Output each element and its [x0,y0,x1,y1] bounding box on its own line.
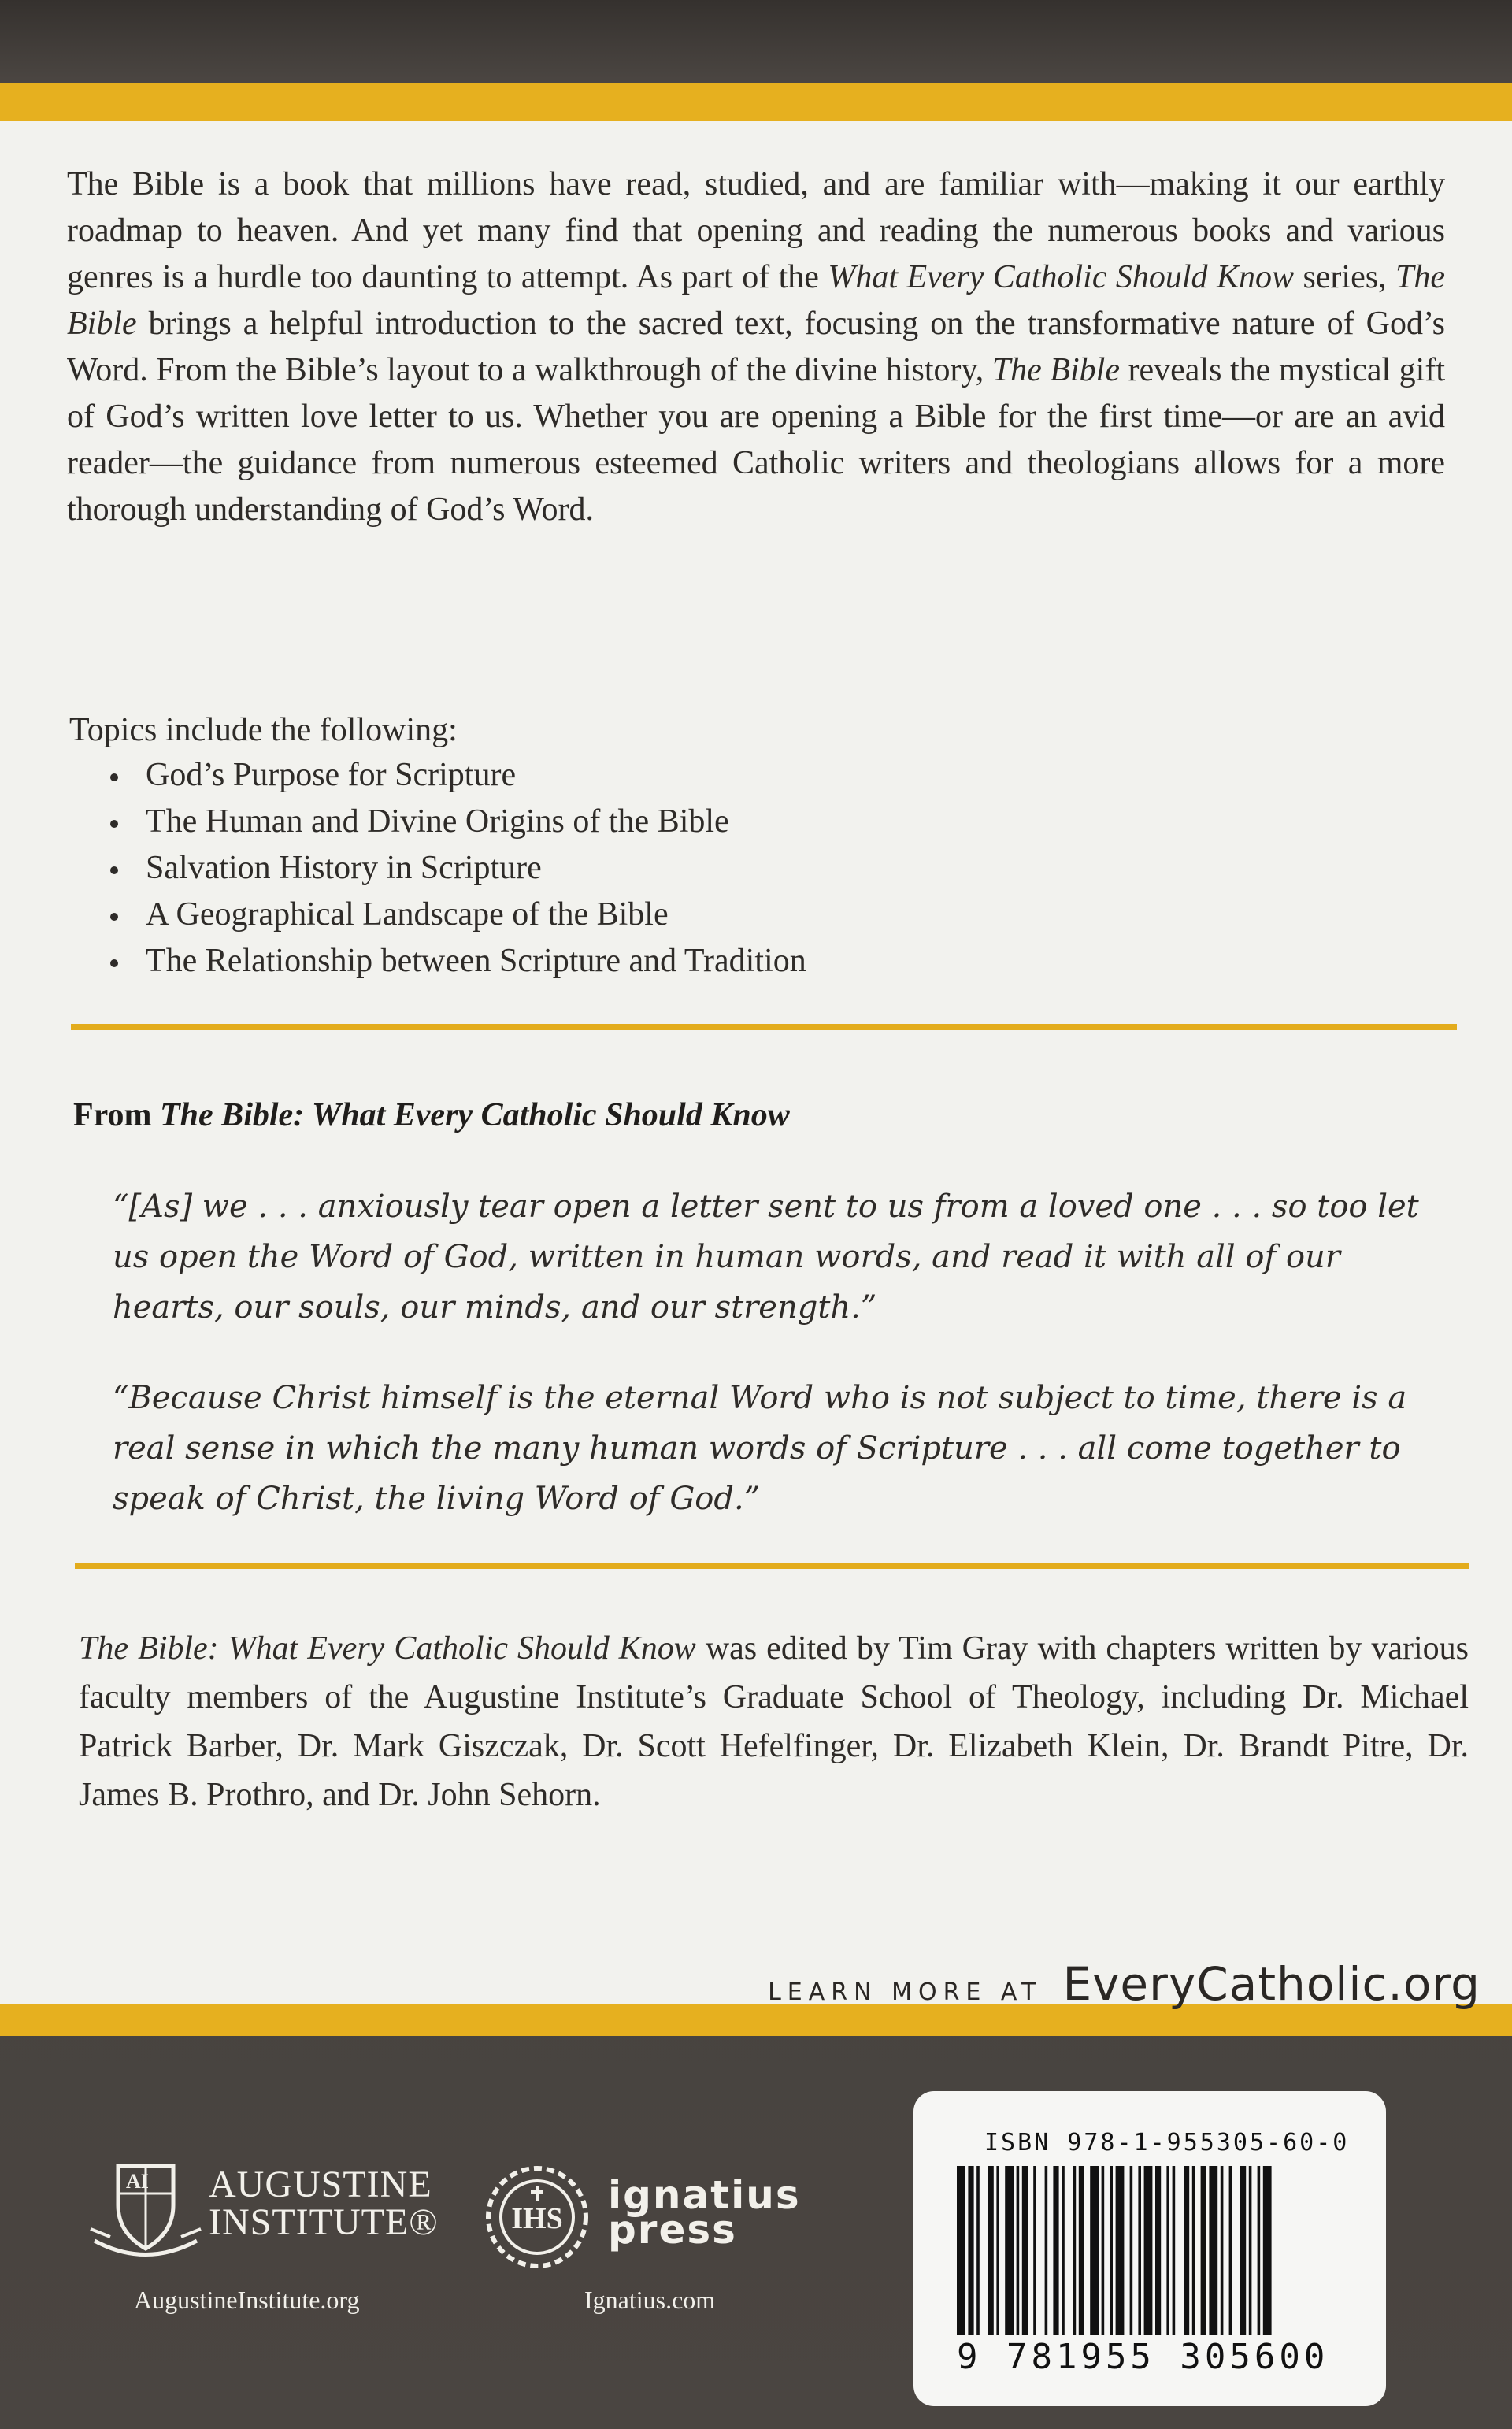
list-item: God’s Purpose for Scripture [110,752,806,799]
learn-more [768,1957,1480,2020]
learn-more-label: LEARN MORE AT [768,1978,1043,2006]
barcode-digits: 9 781955 305600 [957,2337,1329,2377]
list-item: The Relationship between Scripture and Tradition [110,938,806,985]
intro-text-4: reveals the mystical gift of God’s written love letter to us. Whether you are opening a Bible for the first time—or are an avid reader—the guidance from numerous esteemed Catholic writers and theologians allows for a more thorough understanding of God’s Word. [67,352,1445,528]
intro-text-3: brings a helpful introduction to the sacred text, focusing on the transformative nature of God’s Word. From the Bible’s layout to a walkthrough of the divine history, [67,306,1445,388]
quote: “[As] we . . . anxiously tear open a letter sent to us from a loved one . . . so too let us open the Word of God, written in human words, and read it with all of our hearts, our souls, our minds, and our strength.” [113,1189,1419,1326]
series-title: What Every Catholic Should Know [828,259,1295,295]
credits-title: The Bible: What Every Catholic Should Know [79,1630,696,1667]
excerpt-heading [73,1096,790,1134]
list-item: A Geographical Landscape of the Bible [110,892,806,938]
intro-paragraph [67,161,1445,533]
divider [71,1024,1457,1030]
book-title: The Bible [67,259,1445,342]
augustine-url: AugustineInstitute.org [134,2286,360,2314]
top-band [0,0,1512,83]
crest-icon [87,2158,205,2260]
topics-list [110,752,806,985]
book-title: The Bible [991,352,1120,388]
isbn-label: ISBN 978-1-955305-60-0 [984,2129,1350,2156]
divider [75,1563,1469,1569]
topics-heading: Topics include the following: [69,712,458,748]
intro-text-2: series, [1294,259,1395,295]
list-item: Salvation History in Scripture [110,845,806,892]
excerpt-heading-title: The Bible: What Every Catholic Should Know [160,1097,790,1133]
ihs-seal-icon [482,2162,592,2272]
augustine-institute-name: AUGUSTINE INSTITUTE® [209,2164,439,2243]
credits-text: was edited by Tim Gray with chapters written by various faculty members of the Augustine Institute’s Graduate School of Theology, including Dr. Michael Patrick Barber, Dr. Mark Giszczak, Dr. Scott Hefelfinger, Dr. Elizabeth Klein, Dr. Brandt Pitre, Dr. James B. Prothro, and Dr. John Sehorn. [79,1630,1469,1813]
barcode-sticker [914,2091,1386,2406]
website-link[interactable]: EveryCatholic.org [1062,1957,1480,2011]
intro-text-1: The Bible is a book that millions have read, studied, and are familiar with—making it our earthly roadmap to heaven. And yet many find that opening and reading the numerous books and various genres is a hurdle too daunting to attempt. As part of the [67,166,1445,295]
seal-letters: IHS [511,2202,563,2235]
excerpt-heading-prefix: From [73,1097,161,1133]
credits-paragraph [79,1624,1469,1819]
quote: “Because Christ himself is the eternal Word who is not subject to time, there is a real sense in which the many human words of Scripture . . . all come together to speak of Christ, the living Word of God.” [113,1380,1407,1517]
barcode-icon [957,2166,1351,2363]
list-item: The Human and Divine Origins of the Bible [110,799,806,845]
crest-letters: AI [126,2170,149,2193]
ignatius-press-name: ignatius press [608,2172,801,2253]
ignatius-url: Ignatius.com [584,2286,716,2314]
